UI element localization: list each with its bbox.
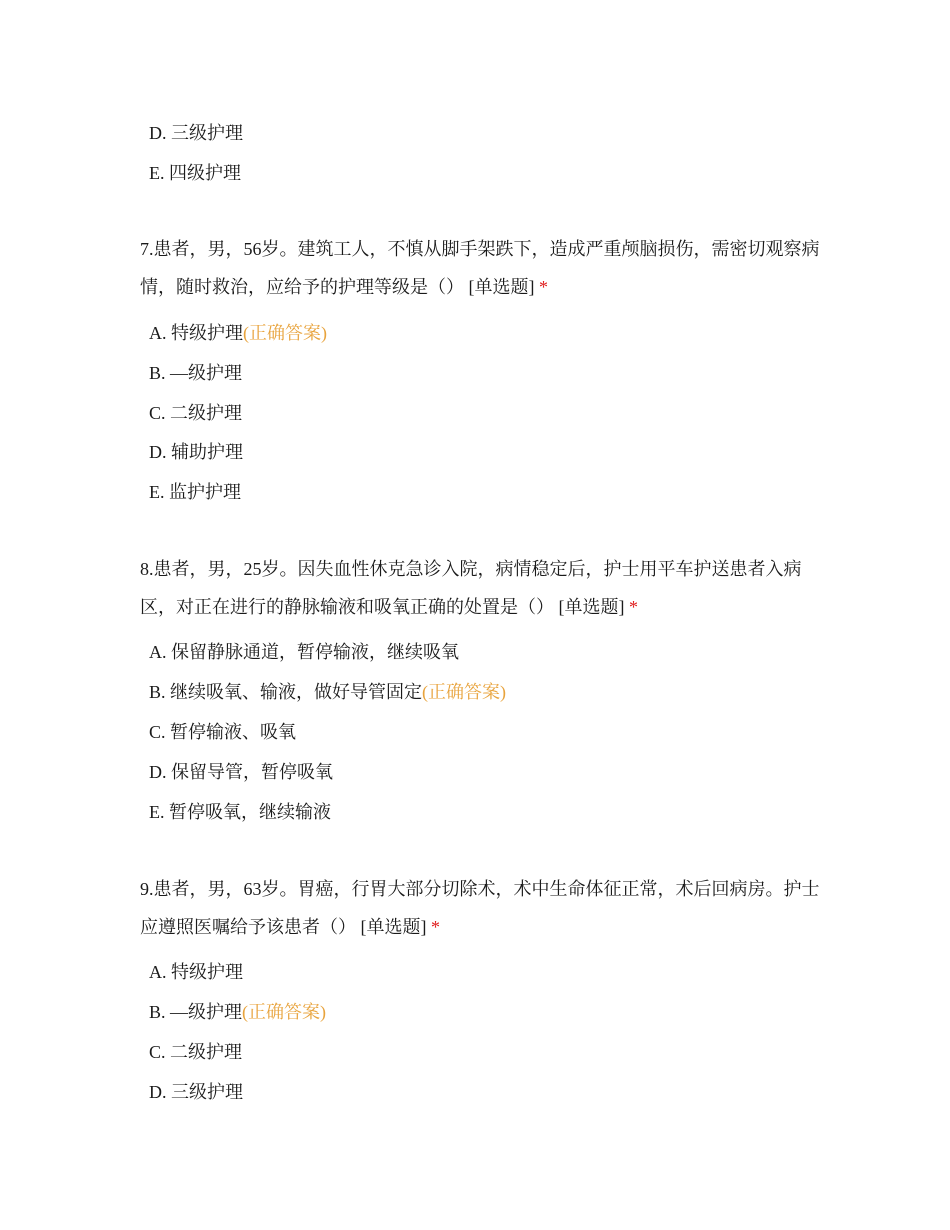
prev-option-d: D. 三级护理 <box>149 123 243 143</box>
required-mark: * <box>431 917 440 937</box>
question-type-label: [单选题] <box>558 597 625 617</box>
question-7-option-a: A. 特级护理(正确答案) <box>149 323 327 343</box>
question-7-option-c: C. 二级护理 <box>149 403 243 423</box>
question-9-option-d: D. 三级护理 <box>149 1082 243 1102</box>
question-7-option-d: D. 辅助护理 <box>149 442 243 462</box>
required-mark: * <box>629 597 638 617</box>
required-mark: * <box>539 277 548 297</box>
correct-answer-tag: (正确答案) <box>242 1002 327 1022</box>
question-8-stem: 8.患者，男，25岁。因失血性休克急诊入院，病情稳定后，护士用平车护送患者入病区，对正在进行的静脉输液和吸氧正确的处置是（） [单选题] * <box>140 559 802 617</box>
correct-answer-tag: (正确答案) <box>422 682 507 702</box>
question-9-option-c: C. 二级护理 <box>149 1042 243 1062</box>
question-8-option-a: A. 保留静脉通道，暂停输液，继续吸氧 <box>149 642 459 662</box>
question-9-option-b: B. —级护理(正确答案) <box>149 1002 327 1022</box>
question-8-option-c: C. 暂停输液、吸氧 <box>149 722 297 742</box>
question-9-option-a: A. 特级护理 <box>149 962 243 982</box>
question-8-option-d: D. 保留导管，暂停吸氧 <box>149 762 333 782</box>
correct-answer-tag: (正确答案) <box>243 323 327 343</box>
question-7-option-b: B. —级护理 <box>149 363 243 383</box>
question-7-stem: 7.患者，男，56岁。建筑工人，不慎从脚手架跌下，造成严重颅脑损伤，需密切观察病情，随时救治，应给予的护理等级是（） [单选题] * <box>140 239 820 297</box>
question-type-label: [单选题] <box>468 277 535 297</box>
question-8-option-e: E. 暂停吸氧，继续输液 <box>149 802 331 822</box>
question-8-option-b: B. 继续吸氧、输液，做好导管固定(正确答案) <box>149 682 507 702</box>
question-type-label: [单选题] <box>360 917 427 937</box>
prev-option-e: E. 四级护理 <box>149 163 241 183</box>
question-9-stem: 9.患者，男，63岁。胃癌，行胃大部分切除术，术中生命体征正常，术后回病房。护士应遵照医嘱给予该患者（） [单选题] * <box>140 879 820 937</box>
question-7-option-e: E. 监护护理 <box>149 482 241 502</box>
